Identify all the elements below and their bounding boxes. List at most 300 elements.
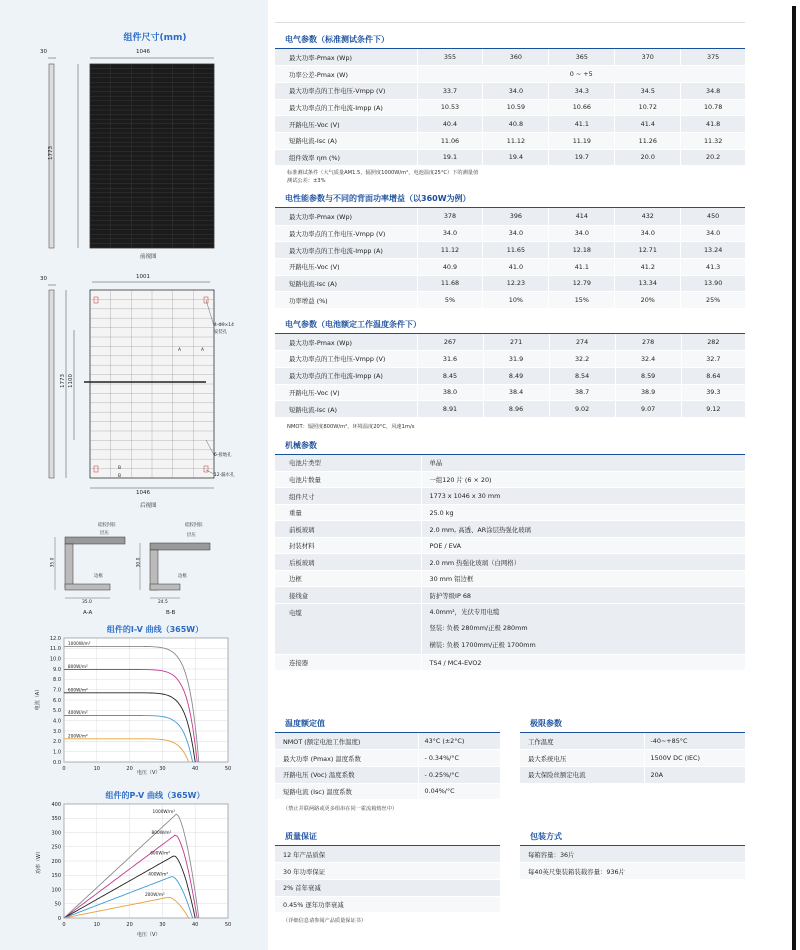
row-value: 39.3 — [681, 384, 745, 401]
row-value: - 0.25%/°C — [418, 766, 500, 783]
row-value: 370 — [615, 49, 681, 66]
row-label: 短路电流-Isc (A) — [275, 132, 417, 149]
table-row — [275, 225, 745, 242]
warranty-note: （详细信息请参阅产品质量保证书） — [283, 918, 367, 925]
row-value: 10.78 — [681, 99, 745, 116]
connector-label: 连接器 — [275, 654, 421, 671]
table-row — [520, 863, 745, 880]
cable-label: 电缆 — [275, 603, 421, 654]
nmot-note: NMOT：辐照度800W/m²，环境温度20°C，风速1m/s — [287, 423, 415, 430]
row-value: 15% — [549, 292, 615, 309]
bifacial-title: 电性能参数与不同的背面功率增益（以360W为例） — [285, 194, 471, 204]
row-label: 短路电流 (Isc) 温度系数 — [275, 783, 418, 800]
row-value: 267 — [417, 334, 483, 351]
section-a-width: 35.0 — [82, 600, 92, 605]
table-row — [275, 603, 745, 654]
cable-line-3: 横装: 负极 1700mm/正极 1700mm — [429, 640, 536, 649]
row-label: 功率增益 (%) — [275, 292, 417, 309]
y-tick-label: 3.0 — [53, 728, 61, 735]
row-value: 30 mm 铝边框 — [421, 570, 745, 587]
stc-note-1: 标准测试条件（大气质量AM1.5，辐照度1000W/m²，电池温度25°C）下的测量值 — [287, 170, 479, 177]
row-value: 41.3 — [681, 258, 745, 275]
section-bb — [140, 543, 210, 598]
dims-title: 组件尺寸(mm) — [123, 33, 187, 43]
bifacial-table — [275, 208, 745, 309]
row-label: 组件效率 ηm (%) — [275, 149, 417, 166]
row-value: 防护等级IP 68 — [421, 587, 745, 604]
x-tick-label: 20 — [126, 922, 133, 928]
limits-title: 极限参数 — [530, 719, 562, 728]
cable-line-2: 竖装: 负极 280mm/正极 280mm — [429, 624, 528, 633]
limits-table — [520, 733, 745, 784]
row-value: 1500V DC (IEC) — [644, 750, 745, 767]
table-row — [275, 275, 745, 292]
row-value: 11.68 — [417, 275, 483, 292]
y-tick-label: 9.0 — [53, 666, 61, 673]
row-value: 282 — [681, 334, 745, 351]
row-value: -40~+85°C — [644, 733, 745, 750]
row-label: 边框 — [275, 570, 421, 587]
row-value: 19.1 — [417, 149, 483, 166]
row-value: 34.0 — [615, 225, 681, 242]
x-tick-label: 20 — [126, 766, 133, 772]
warranty-table — [275, 846, 500, 913]
row-value: 12.71 — [615, 242, 681, 259]
back-width-bottom: 1046 — [136, 490, 150, 496]
x-tick-label: 10 — [93, 766, 100, 772]
table-row — [275, 471, 745, 488]
table-row — [275, 208, 745, 225]
back-side-profile — [49, 290, 54, 478]
table-row — [520, 766, 745, 783]
connector-value: TS4 / MC4-EVO2 — [421, 654, 745, 671]
row-value: 432 — [615, 208, 681, 225]
back-width-top: 1001 — [136, 274, 150, 280]
x-tick-label: 50 — [224, 766, 232, 772]
row-value: 378 — [417, 208, 483, 225]
row-label: 最大保险丝额定电流 — [520, 766, 644, 783]
row-value: 38.0 — [417, 384, 483, 401]
section-a-arrow-label: A — [201, 348, 205, 353]
row-value: 396 — [483, 208, 549, 225]
row-value: 34.0 — [417, 225, 483, 242]
row-value: 34.5 — [615, 82, 681, 99]
front-caption: 前视图 — [140, 254, 157, 260]
table-row — [275, 384, 745, 401]
table-row — [275, 149, 745, 166]
packing-section — [520, 829, 745, 880]
row-value: 8.59 — [615, 367, 681, 384]
row-value: 38.9 — [615, 384, 681, 401]
row-value: 20.2 — [681, 149, 745, 166]
y-tick-label: 250 — [51, 844, 61, 851]
series-label: 800W/m² — [151, 830, 172, 836]
row-value: 11.12 — [417, 242, 483, 259]
row-value: 365 — [549, 49, 615, 66]
section-b-width: 24.5 — [158, 600, 168, 605]
y-tick-label: 2.0 — [53, 739, 61, 746]
row-label: 最大功率点的工作电压-Vmpp (V) — [275, 351, 417, 368]
row-label: NMOT (额定电池工作温度) — [275, 733, 418, 750]
table-row — [520, 846, 745, 863]
table-row — [275, 116, 745, 133]
row-label: 2% 首年衰减 — [275, 879, 500, 896]
x-tick-label: 50 — [224, 922, 232, 928]
row-value: 271 — [483, 334, 549, 351]
section-a-height: 35.0 — [50, 557, 56, 568]
row-value: 41.8 — [681, 116, 745, 133]
row-label: 最大功率点的工作电流-Impp (A) — [275, 99, 417, 116]
y-tick-label: 4.0 — [53, 718, 61, 725]
table-row — [275, 334, 745, 351]
row-value: 11.65 — [483, 242, 549, 259]
table-row — [275, 292, 745, 309]
table-row — [275, 521, 745, 538]
row-label: 开路电压 (Voc) 温度系数 — [275, 766, 418, 783]
glass-label-b: 层压 — [187, 533, 196, 538]
row-value: 40.8 — [483, 116, 549, 133]
section-b-arrow-label: B — [118, 474, 122, 479]
series-label: 200W/m² — [67, 734, 88, 740]
table-row — [520, 733, 745, 750]
seal-label-b: 硅胶封胶 — [185, 523, 203, 528]
row-value: 0 ~ +5 — [417, 66, 745, 83]
section-b-caption: B-B — [166, 610, 176, 616]
glass-label-a: 层压 — [100, 531, 109, 536]
table-row — [520, 750, 745, 767]
row-value: 8.49 — [483, 367, 549, 384]
table-row — [275, 733, 500, 750]
mount-hole-label: 4-Φ9×14 — [214, 323, 234, 328]
row-value: 414 — [549, 208, 615, 225]
row-value: 20A — [644, 766, 745, 783]
series-label: 600W/m² — [67, 688, 88, 694]
pv-ylabel: 功率（W） — [35, 849, 42, 874]
series-label: 1000W/m² — [67, 641, 91, 647]
frame-label-a: 边框 — [94, 574, 103, 579]
section-b-height: 30.0 — [136, 557, 142, 568]
series-label: 1000W/m² — [152, 809, 176, 815]
packing-table — [520, 846, 745, 880]
back-caption: 后视图 — [140, 503, 157, 509]
row-label: 重量 — [275, 504, 421, 521]
row-label: 组件尺寸 — [275, 488, 421, 505]
series-label: 200W/m² — [144, 893, 165, 899]
iv-chart-title: 组件的I-V 曲线（365W） — [106, 625, 204, 634]
y-tick-label: 11.0 — [49, 646, 61, 653]
row-value: 12.79 — [549, 275, 615, 292]
table-row — [275, 401, 745, 418]
row-value: 单晶 — [421, 455, 745, 472]
table-row — [275, 863, 500, 880]
row-value: 8.45 — [417, 367, 483, 384]
row-value: 41.0 — [483, 258, 549, 275]
row-value: 8.96 — [483, 401, 549, 418]
row-value: 40.9 — [417, 258, 483, 275]
y-tick-label: 5.0 — [53, 708, 61, 715]
cable-value — [421, 603, 745, 654]
iv-ylabel: 电流（A） — [35, 686, 42, 711]
section-aa — [55, 537, 125, 598]
row-label: 每40英尺集装箱装载容量：936片 — [520, 863, 745, 880]
y-tick-label: 0.0 — [53, 759, 61, 766]
table-row — [275, 82, 745, 99]
back-frame-width: 30 — [40, 276, 47, 282]
row-value: 278 — [615, 334, 681, 351]
row-value: 20.0 — [615, 149, 681, 166]
table-row — [275, 49, 745, 66]
row-value: 34.8 — [681, 82, 745, 99]
row-label: 每箱容量：36片 — [520, 846, 745, 863]
series-label: 800W/m² — [67, 665, 88, 671]
row-value: 9.02 — [549, 401, 615, 418]
row-value: 11.32 — [681, 132, 745, 149]
row-value: 13.24 — [681, 242, 745, 259]
row-value: 13.90 — [681, 275, 745, 292]
row-value: 34.0 — [681, 225, 745, 242]
y-tick-label: 7.0 — [53, 687, 61, 694]
table-row — [275, 846, 500, 863]
table-row — [275, 258, 745, 275]
back-inner-height: 1100 — [68, 374, 74, 388]
row-label: 封装材料 — [275, 537, 421, 554]
row-value: 11.26 — [615, 132, 681, 149]
table-row — [275, 351, 745, 368]
row-label: 后板玻璃 — [275, 554, 421, 571]
row-value: 355 — [417, 49, 483, 66]
y-tick-label: 150 — [51, 873, 61, 880]
row-value: 43°C (±2°C) — [418, 733, 500, 750]
row-label: 最大功率点的工作电压-Vmpp (V) — [275, 225, 417, 242]
front-height: 1773 — [48, 146, 54, 160]
y-tick-label: 300 — [51, 830, 61, 837]
row-value: 32.4 — [615, 351, 681, 368]
y-tick-label: 50 — [54, 901, 61, 908]
row-value: 2.0 mm, 高透、AR涂层热强化玻璃 — [421, 521, 745, 538]
table-row — [275, 66, 745, 83]
table-row — [275, 879, 500, 896]
y-tick-label: 400 — [51, 801, 61, 808]
warranty-section — [275, 829, 500, 925]
row-label: 12 年产品质保 — [275, 846, 500, 863]
spec-panel — [275, 20, 745, 671]
row-label: 工作温度 — [520, 733, 644, 750]
table-row — [275, 783, 500, 800]
y-tick-label: 6.0 — [53, 697, 61, 704]
row-value: 8.64 — [681, 367, 745, 384]
row-label: 最大功率 (Pmax) 温度系数 — [275, 750, 418, 767]
y-tick-label: 350 — [51, 816, 61, 823]
table-row — [275, 570, 745, 587]
row-value: 0.04%/°C — [418, 783, 500, 800]
table-row — [275, 99, 745, 116]
row-label: 最大功率点的工作电压-Vmpp (V) — [275, 82, 417, 99]
page-edge-bar — [792, 6, 796, 950]
row-value: 11.12 — [483, 132, 549, 149]
row-label: 0.45% 逐年功率衰减 — [275, 896, 500, 913]
row-value: 8.54 — [549, 367, 615, 384]
row-value: 10.66 — [549, 99, 615, 116]
table-row — [275, 455, 745, 472]
row-label: 接线盒 — [275, 587, 421, 604]
row-label: 开路电压-Voc (V) — [275, 384, 417, 401]
row-label: 短路电流-Isc (A) — [275, 401, 417, 418]
series-label: 600W/m² — [150, 851, 171, 857]
y-tick-label: 10.0 — [49, 656, 61, 663]
row-label: 短路电流-Isc (A) — [275, 275, 417, 292]
table-row — [275, 750, 500, 767]
table-row — [275, 654, 745, 671]
row-value: 360 — [483, 49, 549, 66]
row-value: 41.2 — [615, 258, 681, 275]
row-label: 最大功率-Pmax (Wp) — [275, 334, 417, 351]
seal-label-a: 硅胶封胶 — [98, 523, 116, 528]
temp-title: 温度额定值 — [285, 719, 325, 728]
row-value: 20% — [615, 292, 681, 309]
series-label: 400W/m² — [67, 711, 88, 716]
row-value: 40.4 — [417, 116, 483, 133]
stc-title: 电气参数（标准测试条件下） — [285, 35, 389, 44]
row-value: 19.7 — [549, 149, 615, 166]
cable-line-1: 4.0mm²，光伏专用电缆 — [429, 607, 500, 616]
table-row — [275, 242, 745, 259]
front-frame-width: 30 — [40, 49, 47, 55]
row-label: 最大功率点的工作电流-Impp (A) — [275, 242, 417, 259]
pv-chart-title: 组件的P-V 曲线（365W） — [105, 791, 205, 800]
section-a-label: A — [178, 348, 182, 353]
series-label: 400W/m² — [148, 872, 169, 878]
table-row — [275, 504, 745, 521]
pv-xlabel: 电压（V） — [137, 932, 161, 938]
row-label: 电池片数量 — [275, 471, 421, 488]
mech-table — [275, 455, 745, 672]
y-tick-label: 8.0 — [53, 677, 61, 684]
row-value: 一组120 片 (6 × 20) — [421, 471, 745, 488]
back-height: 1773 — [60, 374, 66, 388]
row-value: 9.07 — [615, 401, 681, 418]
x-tick-label: 40 — [192, 766, 199, 772]
row-value: 34.3 — [549, 82, 615, 99]
row-value: 38.7 — [549, 384, 615, 401]
row-label: 电池片类型 — [275, 455, 421, 472]
row-value: 9.12 — [681, 401, 745, 418]
row-value: 12.23 — [483, 275, 549, 292]
table-row — [275, 132, 745, 149]
row-value: 1773 x 1046 x 30 mm — [421, 488, 745, 505]
row-value: 38.4 — [483, 384, 549, 401]
row-value: 31.6 — [417, 351, 483, 368]
iv-xlabel: 电压（V） — [137, 770, 161, 776]
row-label: 开路电压-Voc (V) — [275, 116, 417, 133]
row-value: 2.0 mm 热强化玻璃（白网格） — [421, 554, 745, 571]
table-row — [275, 587, 745, 604]
row-value: 10% — [483, 292, 549, 309]
temp-section — [275, 716, 500, 813]
y-tick-label: 1.0 — [53, 749, 61, 756]
frame-label-b: 边框 — [178, 574, 187, 579]
row-value: 12.18 — [549, 242, 615, 259]
x-tick-label: 30 — [159, 766, 166, 772]
temp-note: （禁止并联两路或更多组串在同一霍流箱熔丝中） — [283, 806, 398, 813]
table-row — [275, 488, 745, 505]
row-value: 31.9 — [483, 351, 549, 368]
row-value: 34.0 — [483, 82, 549, 99]
row-value: 41.1 — [549, 116, 615, 133]
row-value: 10.59 — [483, 99, 549, 116]
row-value: 375 — [681, 49, 745, 66]
nmot-title: 电气参数（电池额定工作温度条件下） — [285, 319, 421, 329]
front-width: 1046 — [136, 49, 150, 55]
mech-title: 机械参数 — [285, 440, 317, 450]
ground-hole-label: 6-接地孔 — [214, 453, 232, 458]
row-value: 274 — [549, 334, 615, 351]
row-value: 33.7 — [417, 82, 483, 99]
row-label: 最大功率-Pmax (Wp) — [275, 208, 417, 225]
row-value: 32.7 — [681, 351, 745, 368]
stc-table — [275, 49, 745, 166]
row-value: 10.72 — [615, 99, 681, 116]
limits-section — [520, 716, 745, 784]
y-tick-label: 100 — [51, 887, 61, 894]
row-label: 最大功率-Pmax (Wp) — [275, 49, 417, 66]
row-value: - 0.34%/°C — [418, 750, 500, 767]
row-label: 最大系统电压 — [520, 750, 644, 767]
row-value: 25% — [681, 292, 745, 309]
x-tick-label: 0 — [62, 922, 66, 928]
row-value: 34.0 — [483, 225, 549, 242]
table-row — [275, 537, 745, 554]
stc-note-2: 测试公差：±3% — [287, 178, 326, 185]
y-tick-label: 0 — [57, 915, 61, 922]
section-a-caption: A-A — [83, 610, 93, 616]
drawings-panel — [0, 0, 268, 950]
table-row — [275, 896, 500, 913]
row-value: 41.4 — [615, 116, 681, 133]
table-row — [275, 367, 745, 384]
row-value: 8.91 — [417, 401, 483, 418]
x-tick-label: 10 — [93, 922, 100, 928]
row-value: POE / EVA — [421, 537, 745, 554]
x-tick-label: 30 — [159, 922, 166, 928]
y-tick-label: 200 — [51, 858, 61, 865]
packing-title: 包装方式 — [530, 832, 562, 841]
table-row — [275, 766, 500, 783]
row-label: 前板玻璃 — [275, 521, 421, 538]
mount-hole-label-2: 安装孔 — [214, 330, 228, 335]
row-value: 450 — [681, 208, 745, 225]
x-tick-label: 40 — [192, 922, 199, 928]
row-value: 13.34 — [615, 275, 681, 292]
row-value: 19.4 — [483, 149, 549, 166]
row-value: 10.53 — [417, 99, 483, 116]
row-label: 开路电压-Voc (V) — [275, 258, 417, 275]
temp-table — [275, 733, 500, 800]
row-value: 34.0 — [549, 225, 615, 242]
row-value: 11.06 — [417, 132, 483, 149]
x-tick-label: 0 — [62, 766, 66, 772]
row-value: 32.2 — [549, 351, 615, 368]
row-value: 11.19 — [549, 132, 615, 149]
row-label: 30 年功率保证 — [275, 863, 500, 880]
warranty-title: 质量保证 — [285, 832, 317, 841]
row-value: 41.1 — [549, 258, 615, 275]
row-label: 最大功率点的工作电流-Impp (A) — [275, 367, 417, 384]
y-tick-label: 12.0 — [49, 635, 61, 642]
table-row — [275, 554, 745, 571]
row-value: 25.0 kg — [421, 504, 745, 521]
nmot-table — [275, 334, 745, 418]
drain-hole-label: 12-漏水孔 — [214, 473, 235, 478]
